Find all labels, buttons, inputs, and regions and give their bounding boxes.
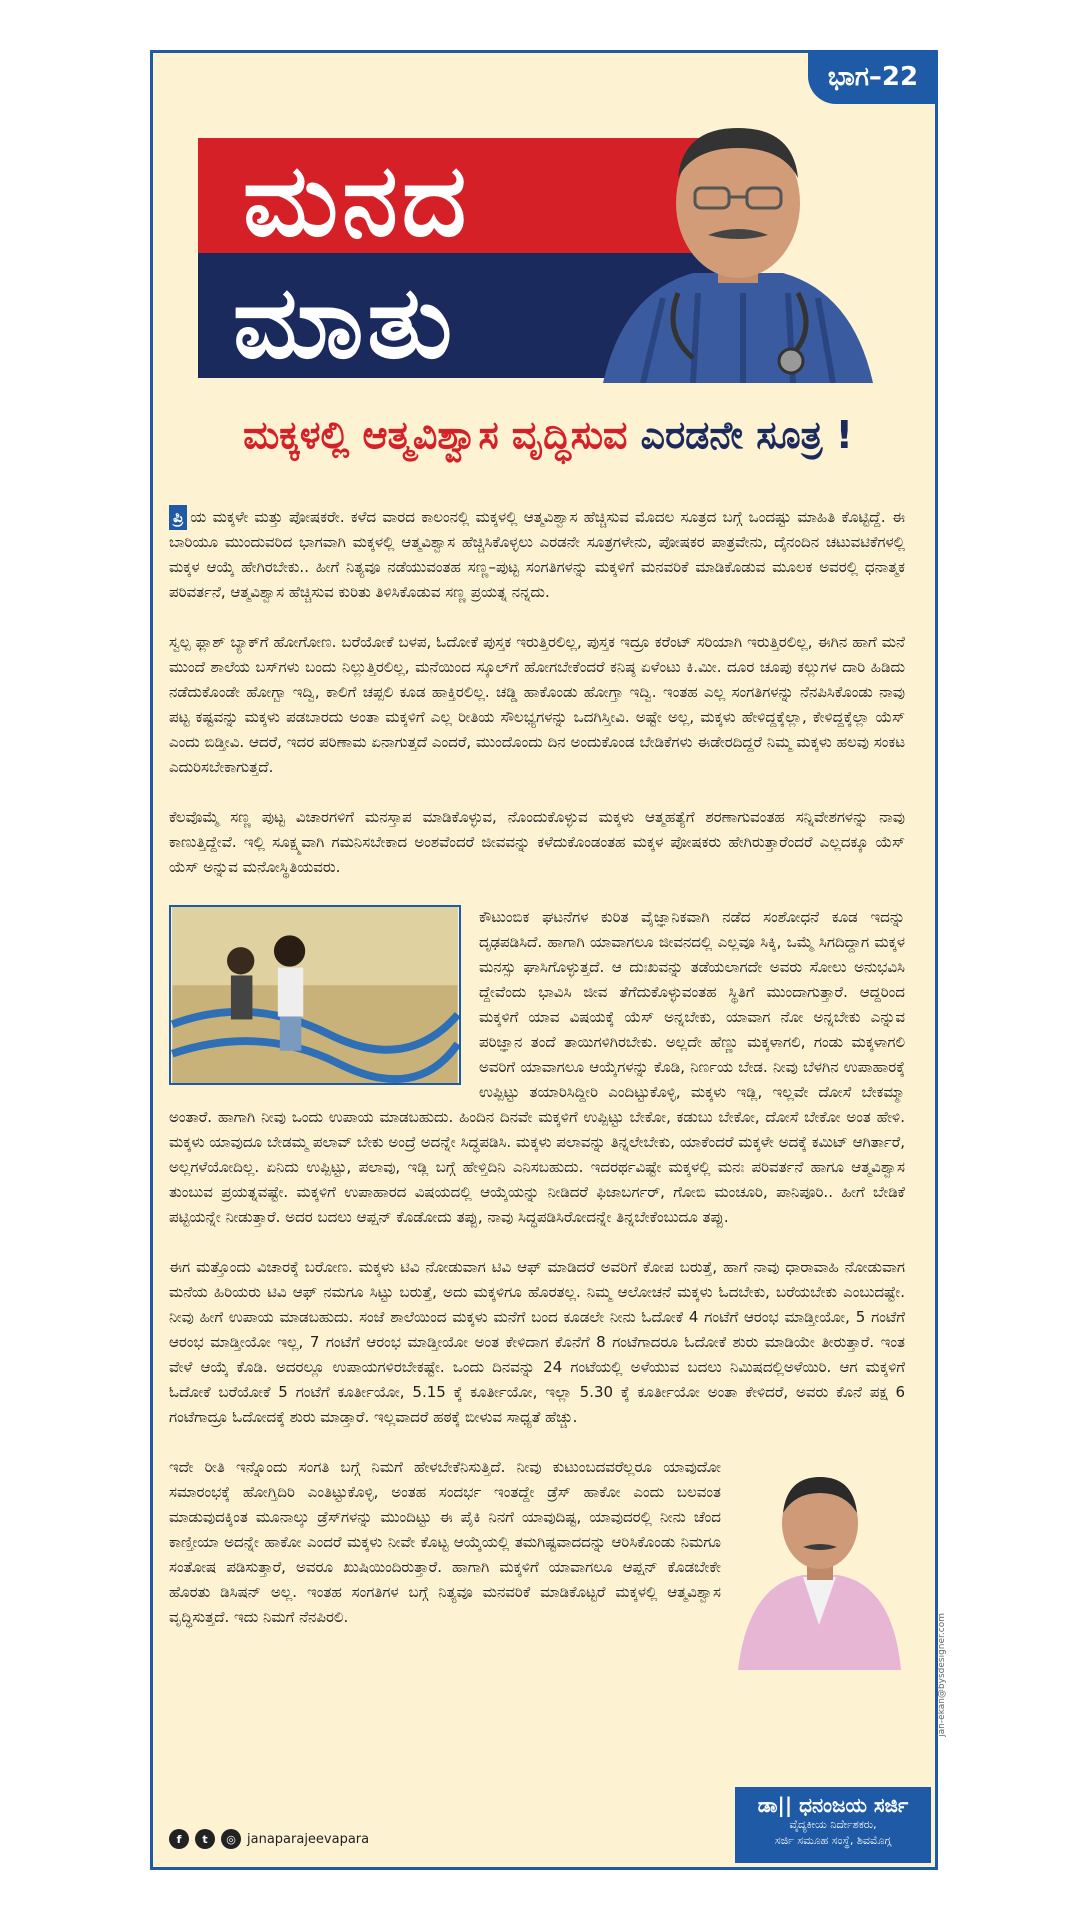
article-frame	[150, 50, 947, 1870]
paragraph-4	[169, 905, 905, 1230]
facebook-icon[interactable]: f	[169, 1829, 189, 1849]
author-role-2: ಸರ್ಜಿ ಸಮೂಹ ಸಂಸ್ಥೆ, ಶಿವಮೊಗ್ಗ	[774, 1834, 892, 1847]
author-photo	[733, 1455, 905, 1670]
author-caption	[735, 1787, 931, 1863]
designer-credit: jan-ekan@bysdesigner.com	[937, 1613, 947, 1737]
paragraph-2: ಸ್ವಲ್ಪ ಫ್ಲಾಶ್ ಬ್ಯಾಕ್‌ಗೆ ಹೋಗೋಣ. ಬರೆಯೋಕೆ ಬಳಪ, ಓದೋಕೆ ಪುಸ್ತಕ ಇರುತ್ತಿರಲಿಲ್ಲ, ಪುಸ್ತಕ ಇದ್ರೂ ಕರೆಂಟ್ ಸರಿಯಾಗಿ ಇರುತ್ತಿರಲಿಲ್ಲ, ಈಗಿನ ಹಾಗೆ ಮನೆ ಮುಂದೆ ಶಾಲೆಯ ಬಸ್‌ಗಳು ಬಂದು ನಿಲ್ಲುತ್ತಿರಲಿಲ್ಲ, ಮನೆಯಿಂದ ಸ್ಕೂಲ್‌ಗೆ ಹೋಗಬೇಕೆಂದರೆ ಕನಿಷ್ಠ ಏಳೆಂಟು ಕಿ.ಮೀ. ದೂರ ಚೂಪು ಕಲ್ಲುಗಳ ದಾರಿ ಹಿಡಿದು ನಡೆದುಕೊಂಡೇ ಹೋಗ್ಬಾ ಇದ್ವಿ, ಕಾಲಿಗೆ ಚಪ್ಪಲಿ ಕೂಡ ಹಾಕ್ತಿರಲಿಲ್ಲ. ಚಡ್ಡಿ ಹಾಕೊಂಡು ಹೋಗ್ತಾ ಇದ್ವಿ. ಇಂತಹ ಎಲ್ಲ ಸಂಗತಿಗಳನ್ನು ನೆನಪಿಸಿಕೊಂಡು ನಾವು ಪಟ್ಟ ಕಷ್ಟವನ್ನು ಮಕ್ಕಳು ಪಡಬಾರದು ಅಂತಾ ಮಕ್ಕಳಿಗೆ ಎಲ್ಲ ರೀತಿಯ ಸೌಲಭ್ಯಗಳನ್ನು ಒದಗಿಸ್ತೀವಿ. ಅಷ್ಟೇ ಅಲ್ಲ, ಮಕ್ಕಳು ಹೇಳಿದ್ದಕ್ಕೆಲ್ಲಾ, ಕೇಳಿದ್ದಕ್ಕೆಲ್ಲಾ ಯೆಸ್ ಎಂದು ಬಿಡ್ತೀವಿ. ಆದರೆ, ಇದರ ಪರಿಣಾಮ ಏನಾಗುತ್ತದೆ ಎಂದರೆ, ಮುಂದೊಂದು ದಿನ ಅಂದುಕೊಂಡ ಬೇಡಿಕೆಗಳು ಈಡೇರದಿದ್ದರೆ ನಿಮ್ಮ ಮಕ್ಕಳು ಹಲವು ಸಂಕಟ ಎದುರಿಸಬೇಕಾಗುತ್ತದೆ.	[169, 633, 905, 776]
paragraph-3: ಕೆಲವೊಮ್ಮೆ ಸಣ್ಣ ಪುಟ್ಟ ವಿಚಾರಗಳಿಗೆ ಮನಸ್ತಾಪ ಮಾಡಿಕೊಳ್ಳುವ, ನೊಂದುಕೊಳ್ಳುವ ಮಕ್ಕಳು ಆತ್ಮಹತ್ಯೆಗೆ ಶರಣಾಗುವಂತಹ ಸನ್ನಿವೇಶಗಳನ್ನು ನಾವು ಕಾಣುತ್ತಿದ್ದೇವೆ. ಇಲ್ಲಿ ಸೂಕ್ಷ್ಮವಾಗಿ ಗಮನಿಸಬೇಕಾದ ಅಂಶವೆಂದರೆ ಜೀವವನ್ನು ಕಳೆದುಕೊಂಡಂತಹ ಮಕ್ಕಳ ಪೋಷಕರು ಹೇಗಿರುತ್ತಾರೆಂದರೆ ಎಲ್ಲದಕ್ಕೂ ಯೆಸ್ ಯೆಸ್ ಅನ್ನುವ ಮನೋಸ್ಥಿತಿಯವರು.	[169, 808, 905, 876]
drop-cap: ಪ್ರಿ	[169, 505, 187, 530]
social-links	[169, 1829, 369, 1849]
title-line1: ಮನದ	[243, 141, 471, 259]
paragraph-1-text: ಯ ಮಕ್ಕಳೇ ಮತ್ತು ಪೋಷಕರೇ. ಕಳೆದ ವಾರದ ಕಾಲಂನಲ್ಲಿ ಮಕ್ಕಳಲ್ಲಿ ಆತ್ಮವಿಶ್ವಾಸ ಹೆಚ್ಚಿಸುವ ಮೊದಲ ಸೂತ್ರದ ಬಗ್ಗೆ ಒಂದಷ್ಟು ಮಾಹಿತಿ ಕೊಟ್ಟಿದ್ದೆ. ಈ ಬಾರಿಯೂ ಮುಂದುವರಿದ ಭಾಗವಾಗಿ ಮಕ್ಕಳಲ್ಲಿ ಆತ್ಮವಿಶ್ವಾಸ ಹೆಚ್ಚಿಸಿಕೊಳ್ಳಲು ಎರಡನೇ ಸೂತ್ರಗಳೇನು, ಪೋಷಕರ ಪಾತ್ರವೇನು, ದೈನಂದಿನ ಚಟುವಟಿಕೆಗಳಲ್ಲಿ ಮಕ್ಕಳ ಆಯ್ಕೆ ಹೇಗಿರಬೇಕು.. ಹೀಗೆ ನಿತ್ಯವೂ ನಡೆಯುವಂತಹ ಸಣ್ಣ–ಪುಟ್ಟ ಸಂಗತಿಗಳನ್ನು ಮಕ್ಕಳಿಗೆ ಮನವರಿಕೆ ಮಾಡಿಕೊಡುವ ಮೂಲಕ ಅವರಲ್ಲಿ ಧನಾತ್ಮಕ ಪರಿವರ್ತನೆ, ಆತ್ಮವಿಶ್ವಾಸ ಹೆಚ್ಚಿಸುವ ಕುರಿತು ತಿಳಿಸಿಕೊಡುವ ಸಣ್ಣ ಪ್ರಯತ್ನ ನನ್ನದು.	[169, 508, 905, 601]
social-handle[interactable]: janaparajeevapara	[247, 1831, 370, 1847]
paragraph-6	[169, 1455, 905, 1630]
twitter-icon[interactable]: t	[195, 1829, 215, 1849]
children-playing-photo	[169, 905, 461, 1085]
author-name: ಡಾ|| ಧನಂಜಯ ಸರ್ಜಿ	[757, 1793, 909, 1817]
subheading	[193, 413, 903, 458]
paragraph-4-text: ಕೌಟುಂಬಿಕ ಘಟನೆಗಳ ಕುರಿತ ವೈಜ್ಞಾನಿಕವಾಗಿ ನಡೆದ ಸಂಶೋಧನೆ ಕೂಡ ಇದನ್ನು ದೃಢಪಡಿಸಿದೆ. ಹಾಗಾಗಿ ಯಾವಾಗಲೂ ಜೀವನದಲ್ಲಿ ಎಲ್ಲವೂ ಸಿಕ್ಕಿ, ಒಮ್ಮೆ ಸಿಗದಿದ್ದಾಗ ಮಕ್ಕಳ ಮನಸ್ಸು ಘಾಸಿಗೊಳ್ಳುತ್ತದೆ. ಆ ದುಃಖವನ್ನು ತಡೆಯಲಾಗದೇ ಅವರು ಸೋಲು ಅನುಭವಿಸಿ ದ್ದೇವೆಂದು ಭಾವಿಸಿ ಜೀವ ತೆಗೆದುಕೊಳ್ಳುವಂತಹ ಸ್ಥಿತಿಗೆ ಮುಂದಾಗುತ್ತಾರೆ. ಆದ್ದರಿಂದ ಮಕ್ಕಳಿಗೆ ಯಾವ ವಿಷಯಕ್ಕೆ ಯೆಸ್ ಅನ್ನಬೇಕು, ಯಾವಾಗ ನೋ ಅನ್ನಬೇಕು ಎನ್ನುವ ಪರಿಜ್ಞಾನ ತಂದೆ ತಾಯಿಗಳಿಗಿರಬೇಕು. ಅಲ್ಲದೇ ಹೆಣ್ಣು ಮಕ್ಕಳಾಗಲಿ, ಗಂಡು ಮಕ್ಕಳಾಗಲಿ ಅವರಿಗೆ ಯಾವಾಗಲೂ ಆಯ್ಕೆಗಳನ್ನು ಕೊಡಿ, ನಿರ್ಣಯ ಬೇಡ. ನೀವು ಬೆಳಗಿನ ಉಪಾಹಾರಕ್ಕೆ ಉಪ್ಪಿಟ್ಟು ತಯಾರಿಸಿದ್ದೀರಿ ಎಂದಿಟ್ಟುಕೊಳ್ಳಿ, ಮಕ್ಕಳು ಇಡ್ಲಿ, ಇಲ್ಲವೇ ದೋಸೆ ಬೇಕಮ್ಮಾ ಅಂತಾರೆ. ಹಾಗಾಗಿ ನೀವು ಒಂದು ಉಪಾಯ ಮಾಡಬಹುದು. ಹಿಂದಿನ ದಿನವೇ ಮಕ್ಕಳಿಗೆ ಉಪ್ಪಿಟ್ಟು ಬೇಕೋ, ಕಡುಬು ಬೇಕೋ, ದೋಸೆ ಬೇಕೋ ಅಂತ ಹೇಳಿ. ಮಕ್ಕಳು ಯಾವುದೂ ಬೇಡಮ್ಮ ಪಲಾವ್ ಬೇಕು ಅಂದ್ರೆ ಅದನ್ನೇ ಸಿದ್ಧಪಡಿಸಿ. ಮಕ್ಕಳು ಪಲಾವನ್ನು ತಿನ್ನಲೇಬೇಕು, ಯಾಕೆಂದರೆ ಮಕ್ಕಳೇ ಅದಕ್ಕೆ ಕಮಿಟ್ ಆಗಿರ್ತಾರೆ, ಅಲ್ಲಗಳೆಯೋದಿಲ್ಲ. ಏನಿದು ಉಪ್ಪಿಟ್ಟು, ಪಲಾವು, ಇಡ್ಲಿ ಬಗ್ಗೆ ಹೇಳ್ತಿದಿನಿ ಎನಿಸಬಹುದು. ಇದರರ್ಥವಿಷ್ಟೇ ಮಕ್ಕಳಲ್ಲಿ ಮನಃ ಪರಿವರ್ತನೆ ಹಾಗೂ ಆತ್ಮವಿಶ್ವಾಸ ತುಂಬುವ ಪ್ರಯತ್ನವಷ್ಟೇ. ಮಕ್ಕಳಿಗೆ ಉಪಾಹಾರದ ವಿಷಯದಲ್ಲಿ ಆಯ್ಕೆಯನ್ನು ನೀಡಿದರೆ ಫಿಜಾಬರ್ಗರ್, ಗೋಬಿ ಮಂಚೂರಿ, ಪಾನಿಪೂರಿ.. ಹೀಗೆ ಬೇಡಿಕೆ ಪಟ್ಟಿಯನ್ನೇ ನೀಡುತ್ತಾರೆ. ಅದರ ಬದಲು ಆಪ್ಷನ್ ಕೊಡೋದು ತಪ್ಪು, ನಾವು ಸಿದ್ಧಪಡಿಸಿರೋದನ್ನೇ ತಿನ್ನಬೇಕೆಂಬುದೂ ತಪ್ಪು.	[169, 908, 905, 1226]
title-line2: ಮಾತು	[233, 263, 457, 381]
paragraph-6-text: ಇದೇ ರೀತಿ ಇನ್ನೊಂದು ಸಂಗತಿ ಬಗ್ಗೆ ನಿಮಗೆ ಹೇಳಬೇಕೆನಿಸುತ್ತಿದೆ. ನೀವು ಕುಟುಂಬದವರೆಲ್ಲರೂ ಯಾವುದೋ ಸಮಾರಂಭಕ್ಕೆ ಹೋಗ್ತಿದಿರಿ ಎಂತಿಟ್ಟುಕೊಳ್ಳಿ, ಅಂತಹ ಸಂದರ್ಭ ಇಂತದ್ದೇ ಡ್ರೆಸ್ ಹಾಕೋ ಎಂದು ಬಲವಂತ ಮಾಡುವುದಕ್ಕಿಂತ ಮೂನಾಲ್ಕು ಡ್ರೆಸ್‌ಗಳನ್ನು ಮುಂದಿಟ್ಟು ಈ ಪೈಕಿ ನಿನಗೆ ಯಾವುದಿಷ್ಟ, ಯಾವುದರಲ್ಲಿ ನೀನು ಚೆಂದ ಕಾಣ್ತೀಯಾ ಅದನ್ನೇ ಹಾಕೋ ಎಂದರೆ ಮಕ್ಕಳು ನೀವೇ ಕೊಟ್ಟ ಆಯ್ಕೆಯಲ್ಲಿ ತಮಗಿಷ್ಟವಾದದನ್ನು ಆರಿಸಿಕೊಂಡು ನಿಮಗೂ ಸಂತೋಷ ಪಡಿಸುತ್ತಾರೆ, ಅವರೂ ಖುಷಿಯಿಂದಿರುತ್ತಾರೆ. ಹಾಗಾಗಿ ಮಕ್ಕಳಿಗೆ ಯಾವಾಗಲೂ ಆಪ್ಷನ್ ಕೊಡಬೇಕೇ ಹೊರತು ಡಿಸಿಷನ್ ಅಲ್ಲ. ಇಂತಹ ಸಂಗತಿಗಳ ಬಗ್ಗೆ ನಿತ್ಯವೂ ಮನವರಿಕೆ ಮಾಡಿಕೊಟ್ಟರೆ ಮಕ್ಕಳಲ್ಲಿ ಆತ್ಮವಿಶ್ವಾಸ ವೃದ್ಧಿಸುತ್ತದೆ. ಇದು ನಿಮಗೆ ನೆನಪಿರಲಿ.	[169, 1458, 721, 1626]
subheading-blue: ಎರಡನೇ ಸೂತ್ರ !	[640, 413, 853, 457]
part-badge: ಭಾಗ–22	[808, 50, 938, 104]
author-role-1: ವೈದ್ಯಕೀಯ ನಿರ್ದೇಶಕರು,	[789, 1818, 877, 1831]
subheading-red: ಮಕ್ಕಳಲ್ಲಿ ಆತ್ಮವಿಶ್ವಾಸ ವೃದ್ಧಿಸುವ	[243, 413, 628, 457]
instagram-icon[interactable]: ◎	[221, 1829, 241, 1849]
paragraph-5: ಈಗ ಮತ್ತೊಂದು ವಿಚಾರಕ್ಕೆ ಬರೋಣ. ಮಕ್ಕಳು ಟಿವಿ ನೋಡುವಾಗ ಟಿವಿ ಆಫ್ ಮಾಡಿದರೆ ಅವರಿಗೆ ಕೋಪ ಬರುತ್ತೆ, ಹಾಗೆ ನಾವು ಧಾರಾವಾಹಿ ನೋಡುವಾಗ ಮನೆಯ ಹಿರಿಯರು ಟಿವಿ ಆಫ್ ನಮಗೂ ಸಿಟ್ಟು ಬರುತ್ತೆ, ಅದು ಮಕ್ಕಳಿಗೂ ಹೊರತಲ್ಲ. ನಿಮ್ಮ ಆಲೋಚನೆ ಮಕ್ಕಳು ಓದಬೇಕು, ಬರೆಯಬೇಕು ಎಂಬುದಷ್ಟೇ. ನೀವು ಹೀಗೆ ಉಪಾಯ ಮಾಡಬಹುದು. ಸಂಜೆ ಶಾಲೆಯಿಂದ ಮಕ್ಕಳು ಮನೆಗೆ ಬಂದ ಕೂಡಲೇ ನೀನು ಓದೋಕೆ 4 ಗಂಟೆಗೆ ಆರಂಭ ಮಾಡ್ತೀಯೋ, 5 ಗಂಟೆಗೆ ಆರಂಭ ಮಾಡ್ತೀಯೋ ಇಲ್ಲ, 7 ಗಂಟೆಗೆ ಆರಂಭ ಮಾಡ್ತೀಯೋ ಅಂತ ಕೇಳಿದಾಗ ಕೊನೆಗೆ 8 ಗಂಟೆಗಾದರೂ ಓದೋಕೆ ಶುರು ಮಾಡಿಯೇ ತೀರುತ್ತಾರೆ. ಇಂತ ವೇಳೆ ಆಯ್ಕೆ ಕೊಡಿ. ಅದರಲ್ಲೂ ಉಪಾಯಗಳಿರಬೇಕಷ್ಟೇ. ಒಂದು ದಿನವನ್ನು 24 ಗಂಟೆಯಲ್ಲಿ ಅಳೆಯುವ ಬದಲು ನಿಮಿಷದಲ್ಲಿಅಳೆಯಿರಿ. ಆಗ ಮಕ್ಕಳಿಗೆ ಓದೋಕೆ ಬರೆಯೋಕೆ 5 ಗಂಟೆಗೆ ಕೂರ್ತೀಯೋ, 5.15 ಕ್ಕೆ ಕೂರ್ತೀಯೋ, ಇಲ್ಲಾ 5.30 ಕ್ಕೆ ಕೂರ್ತೀಯೋ ಅಂತಾ ಕೇಳಿದರೆ, ಅವರು ಕೊನೆ ಪಕ್ಷ 6 ಗಂಟೆಗಾದ್ರೂ ಓದೋದಕ್ಕೆ ಶುರು ಮಾಡ್ತಾರೆ. ಇಲ್ಲವಾದರೆ ಹಠಕ್ಕೆ ಬೀಳುವ ಸಾಧ್ಯತೆ ಹೆಚ್ಚು.	[169, 1258, 905, 1426]
doctor-photo	[583, 93, 893, 383]
paragraph-1	[169, 505, 905, 605]
article-body	[169, 505, 905, 1670]
